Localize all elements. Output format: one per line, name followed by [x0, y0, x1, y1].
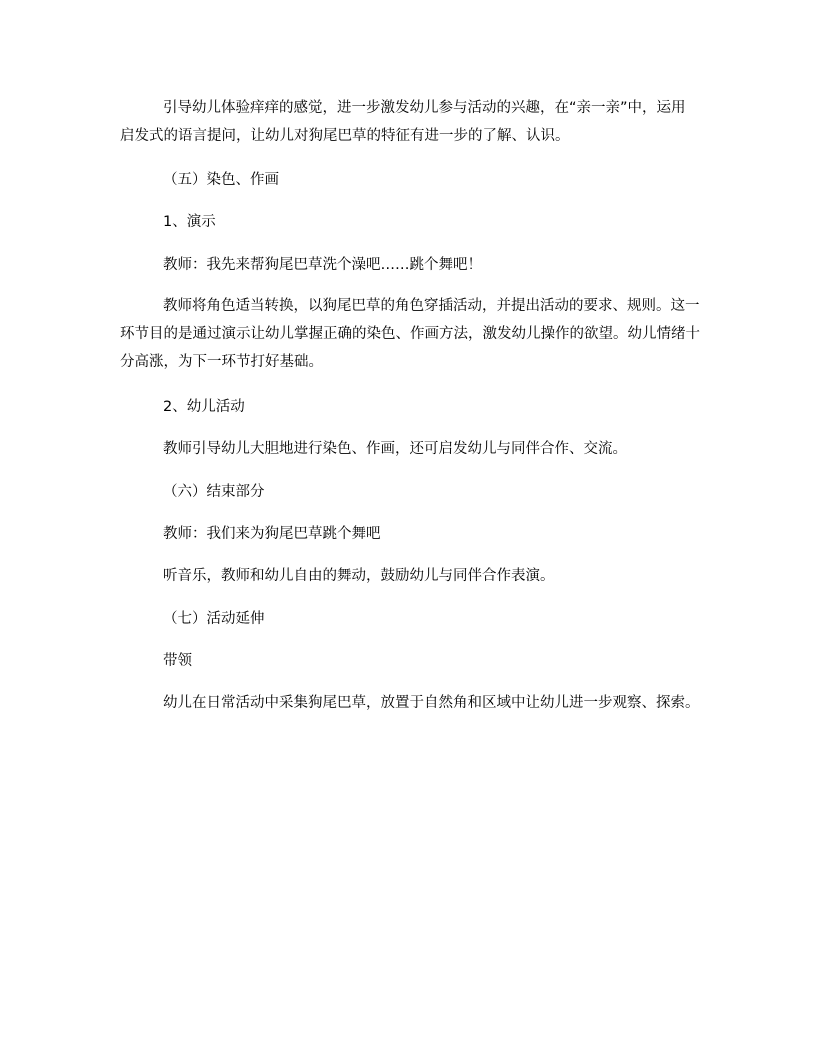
- paragraph-intro: 引导幼儿体验痒痒的感觉，进一步激发幼儿参与活动的兴趣，在“亲一亲”中，运用启发式的语言提问，让幼儿对狗尾巴草的特征有进一步的了解、认识。: [120, 100, 686, 144]
- paragraph-demo-description: 教师将角色适当转换，以狗尾巴草的角色穿插活动，并提出活动的要求、规则。这一环节目的是通过演示让幼儿掌握正确的染色、作画方法，激发幼儿操作的欲望。幼儿情绪十分高涨，为下一环节打好基础。: [120, 298, 700, 370]
- section-heading-6: （六）结束部分: [163, 484, 265, 500]
- paragraph-teacher-line-1: 教师：我先来帮狗尾巴草洗个澡吧……跳个舞吧！: [163, 257, 482, 273]
- subheading-child-activity: 2、幼儿活动: [163, 399, 245, 415]
- section-heading-5: （五）染色、作画: [163, 172, 279, 188]
- paragraph-teacher-line-2: 教师：我们来为狗尾巴草跳个舞吧: [163, 526, 381, 542]
- paragraph-lead: 带领: [163, 653, 192, 669]
- subheading-demo: 1、演示: [163, 214, 216, 230]
- section-heading-7: （七）活动延伸: [163, 611, 265, 627]
- paragraph-child-activity: 教师引导幼儿大胆地进行染色、作画，还可启发幼儿与同伴合作、交流。: [163, 441, 627, 457]
- paragraph-music: 听音乐，教师和幼儿自由的舞动，鼓励幼儿与同伴合作表演。: [163, 568, 555, 584]
- paragraph-extension: 幼儿在日常活动中采集狗尾巴草，放置于自然角和区域中让幼儿进一步观察、探索。: [163, 695, 700, 711]
